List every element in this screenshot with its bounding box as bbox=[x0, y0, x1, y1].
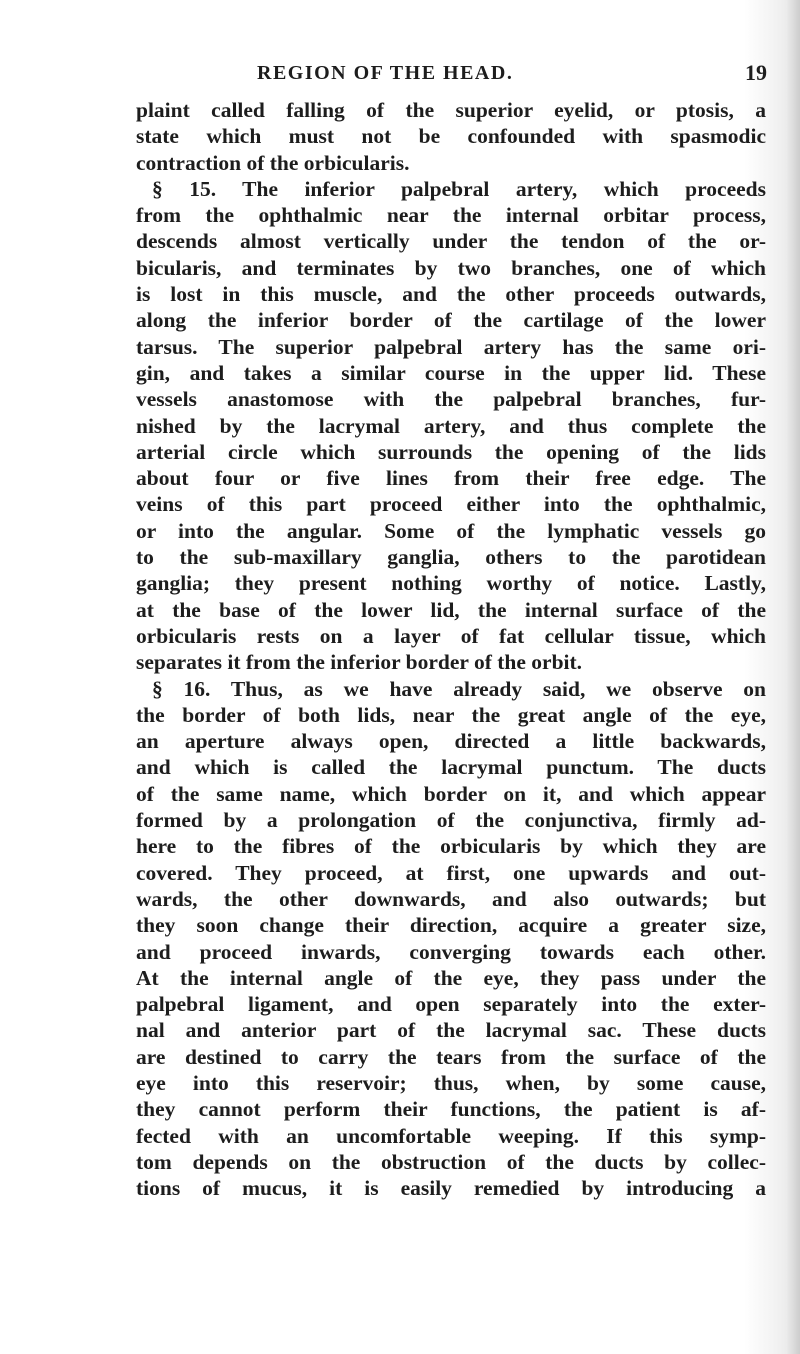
text-line: veins of this part proceed either into the ophthalmic, bbox=[136, 492, 766, 517]
text-line: here to the fibres of the orbicularis by which they are bbox=[136, 834, 766, 859]
text-line: the border of both lids, near the great angle of the eye, bbox=[136, 702, 766, 727]
running-head bbox=[110, 62, 790, 92]
text-line: from the ophthalmic near the internal orbitar process, bbox=[136, 203, 766, 228]
text-line: fected with an uncomfortable weeping. If this symp- bbox=[136, 1123, 766, 1148]
body-text bbox=[136, 97, 766, 1201]
text-line: bicularis, and terminates by two branches, one of which bbox=[136, 255, 766, 280]
text-line: state which must not be confounded with spasmodic bbox=[136, 124, 766, 149]
text-line: vessels anastomose with the palpebral branches, fur- bbox=[136, 387, 766, 412]
text-line: tom depends on the obstruction of the ducts by collec- bbox=[136, 1149, 766, 1174]
text-line: or into the angular. Some of the lymphatic vessels go bbox=[136, 518, 766, 543]
text-line: separates it from the inferior border of the orbit. bbox=[136, 650, 583, 675]
section-16-start: § 16. Thus, as we have already said, we observe on bbox=[152, 676, 766, 701]
text-line: contraction of the orbicularis. bbox=[136, 150, 410, 175]
page-number: 19 bbox=[745, 60, 767, 85]
text-line: along the inferior border of the cartilage of the lower bbox=[136, 308, 766, 333]
text-line: nal and anterior part of the lacrymal sac. These ducts bbox=[136, 1018, 766, 1043]
text-line: At the internal angle of the eye, they pass under the bbox=[136, 965, 766, 990]
text-line: plaint called falling of the superior eyelid, or ptosis, a bbox=[136, 98, 766, 122]
text-line: formed by a prolongation of the conjunctiva, firmly ad- bbox=[136, 808, 766, 833]
text-line: ganglia; they present nothing worthy of notice. Lastly, bbox=[136, 571, 766, 596]
text-line: and which is called the lacrymal punctum. The ducts bbox=[136, 755, 766, 780]
text-line: tions of mucus, it is easily remedied by introducing a bbox=[136, 1176, 766, 1201]
text-line: are destined to carry the tears from the surface of the bbox=[136, 1044, 766, 1069]
text-line: an aperture always open, directed a little backwards, bbox=[136, 729, 766, 754]
text-line: at the base of the lower lid, the internal surface of the bbox=[136, 597, 766, 622]
text-line: palpebral ligament, and open separately into the exter- bbox=[136, 992, 766, 1017]
text-line: arterial circle which surrounds the opening of the lids bbox=[136, 439, 766, 464]
text-line: to the sub-maxillary ganglia, others to the parotidean bbox=[136, 545, 766, 570]
text-line: orbicularis rests on a layer of fat cellular tissue, which bbox=[136, 623, 766, 648]
text-line: wards, the other downwards, and also outwards; but bbox=[136, 886, 766, 911]
section-15-start: § 15. The inferior palpebral artery, which proceeds bbox=[152, 176, 766, 201]
text-line: tarsus. The superior palpebral artery has the same ori- bbox=[136, 334, 766, 359]
text-line: nished by the lacrymal artery, and thus complete the bbox=[136, 413, 766, 438]
text-line: is lost in this muscle, and the other proceeds outwards, bbox=[136, 282, 766, 307]
text-line: they cannot perform their functions, the patient is af- bbox=[136, 1097, 766, 1122]
text-line: about four or five lines from their free edge. The bbox=[136, 466, 766, 491]
text-line: eye into this reservoir; thus, when, by some cause, bbox=[136, 1070, 766, 1095]
page-edge-shadow bbox=[786, 0, 800, 1354]
text-line: descends almost vertically under the tendon of the or- bbox=[136, 229, 766, 254]
text-line: gin, and takes a similar course in the upper lid. These bbox=[136, 360, 766, 385]
running-title: REGION OF THE HEAD. bbox=[257, 62, 514, 84]
text-line: they soon change their direction, acquire a greater size, bbox=[136, 913, 766, 938]
text-line: covered. They proceed, at first, one upwards and out- bbox=[136, 860, 766, 885]
text-line: of the same name, which border on it, and which appear bbox=[136, 781, 766, 806]
text-line: and proceed inwards, converging towards each other. bbox=[136, 939, 766, 964]
